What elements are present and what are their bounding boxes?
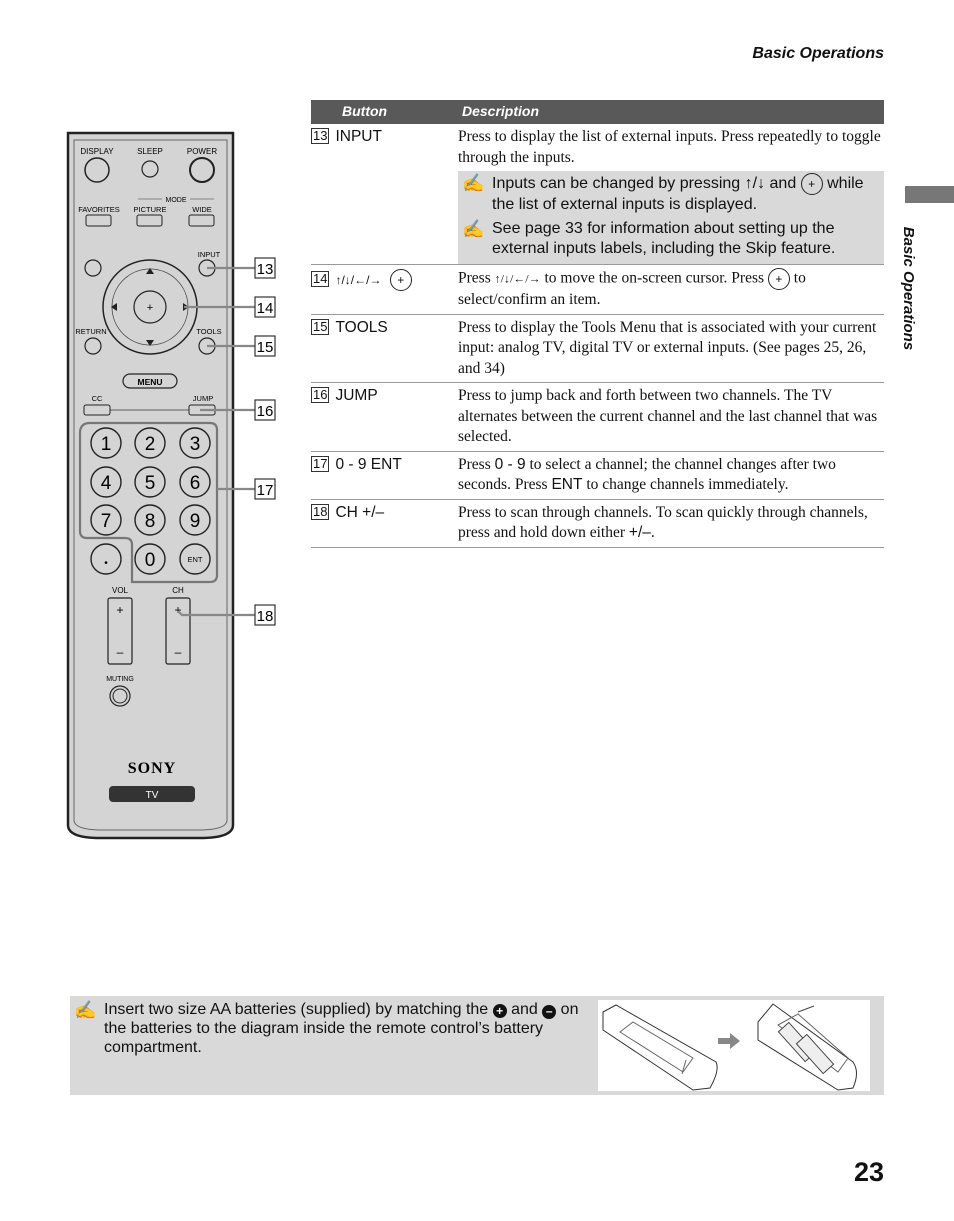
left-round-button[interactable] [85,260,101,276]
pencil-note-icon: ✍ [74,1000,97,1020]
digit-label: 5 [144,473,156,494]
button-description-table [311,100,884,548]
muting-label: MUTING [106,676,134,683]
cc-label: CC [91,394,103,403]
digit-label: 6 [189,473,201,494]
callout-number: 18 [256,608,274,625]
description: Press to display the Tools Menu that is associated with your current input: analog TV, digital TV or external inputs. (See pages 25, 26, and 34) [458,318,877,377]
jump-label: JUMP [192,394,214,403]
tools-label: TOOLS [196,327,222,336]
section-header: Basic Operations [752,45,884,62]
column-header-button: Button [342,103,388,119]
svg-text:+: + [116,603,124,617]
display-button[interactable] [85,158,109,182]
callout-number: 17 [256,482,274,499]
sleep-label: SLEEP [137,147,163,156]
return-label: RETURN [75,327,107,336]
sony-logo: SONY [127,760,177,777]
remote-control-illustration [60,125,290,845]
picture-button[interactable] [137,215,162,226]
table-row [311,452,884,500]
display-label: DISPLAY [80,147,114,156]
description: Press to jump back and forth between two channels. The TV alternates between the current channel and the last channel that was selected. [458,387,878,445]
mode-label: MODE [165,197,187,204]
callout-number: 13 [256,261,274,278]
digit-label: 9 [189,511,201,532]
digit-label: 1 [100,434,112,455]
tv-label: TV [145,790,159,801]
svg-text:+: + [174,603,182,617]
minus-icon: – [542,1005,556,1019]
button-name: CH +/– [335,503,385,521]
favorites-label: FAVORITES [78,205,120,214]
button-name: INPUT [335,128,382,145]
battery-note: ✍ Insert two size AA batteries (supplied) by matching the + and – on the batteries to the diagram inside the remote control’s battery compartment. [70,996,884,1095]
note-box: ✍ Inputs can be changed by pressing ↑/↓ and + while the list of external inputs is displayed. ✍ See page 33 for information about setting up the external inputs labels, including the Skip feature. [458,171,884,264]
ch-label: CH [172,586,184,595]
wide-button[interactable] [189,215,214,226]
table-row [311,124,884,265]
table-row [311,265,884,315]
button-name: JUMP [335,387,378,404]
menu-label: MENU [137,377,163,387]
callout-number: 14 [256,300,274,317]
callout-number: 13 [313,128,328,143]
pencil-note-icon: ✍ [462,173,485,193]
svg-text:–: – [174,645,182,659]
button-name: TOOLS [335,318,388,336]
favorites-button[interactable] [86,215,111,226]
plus-icon: + [493,1004,507,1018]
callout-number: 16 [256,403,274,420]
picture-label: PICTURE [133,205,167,214]
pencil-note-icon: ✍ [462,219,485,239]
ent-label: ENT [187,555,203,564]
page-number: 23 [853,1157,884,1187]
return-button[interactable] [85,338,101,354]
battery-insertion-illustration [598,1000,870,1091]
arrow-right-icon [718,1033,740,1049]
digit-label: 3 [189,434,201,455]
vol-label: VOL [111,586,129,595]
digit-label: • [104,558,108,569]
select-circle-icon: + [768,268,790,290]
select-circle-icon: + [390,269,412,291]
select-circle-icon: + [801,173,823,195]
button-name: ↑/↓/←/→ [335,273,382,288]
side-tab-label: Basic Operations [900,226,917,351]
side-tab-marker [905,186,954,203]
sleep-button[interactable] [142,161,158,177]
digit-label: 4 [100,473,112,494]
table-row [311,315,884,384]
table-header [311,100,884,124]
table-row [311,383,884,452]
callout-number: 14 [313,271,328,287]
digit-label: 0 [144,550,156,571]
svg-text:–: – [116,645,124,659]
description: Press to display the list of external inputs. Press repeatedly to toggle through the inputs. [458,128,881,166]
callout-number: 17 [313,455,328,471]
power-label: POWER [186,147,218,156]
table-row [311,500,884,548]
column-header-description: Description [462,103,540,119]
description: Press to scan through channels. To scan quickly through channels, press and hold down either +/–. [458,503,868,541]
power-button[interactable] [190,158,214,182]
digit-label: 2 [144,434,156,455]
input-label: INPUT [197,250,221,259]
callout-number: 15 [313,318,328,334]
callout-number: 15 [256,339,274,356]
callout-number: 16 [313,387,328,402]
digit-label: 8 [144,511,156,532]
description: Press 0 - 9 to select a channel; the channel changes after two seconds. Press ENT to change channels immediately. [458,455,836,493]
wide-label: WIDE [192,205,212,214]
digit-label: 7 [100,511,112,532]
cc-button[interactable] [84,405,110,415]
svg-text:+: + [146,302,154,314]
description: Press ↑/↓/←/→ to move the on-screen cursor. Press + to select/confirm an item. [458,269,806,308]
button-name: 0 - 9 ENT [335,455,402,473]
callout-number: 18 [313,503,328,519]
